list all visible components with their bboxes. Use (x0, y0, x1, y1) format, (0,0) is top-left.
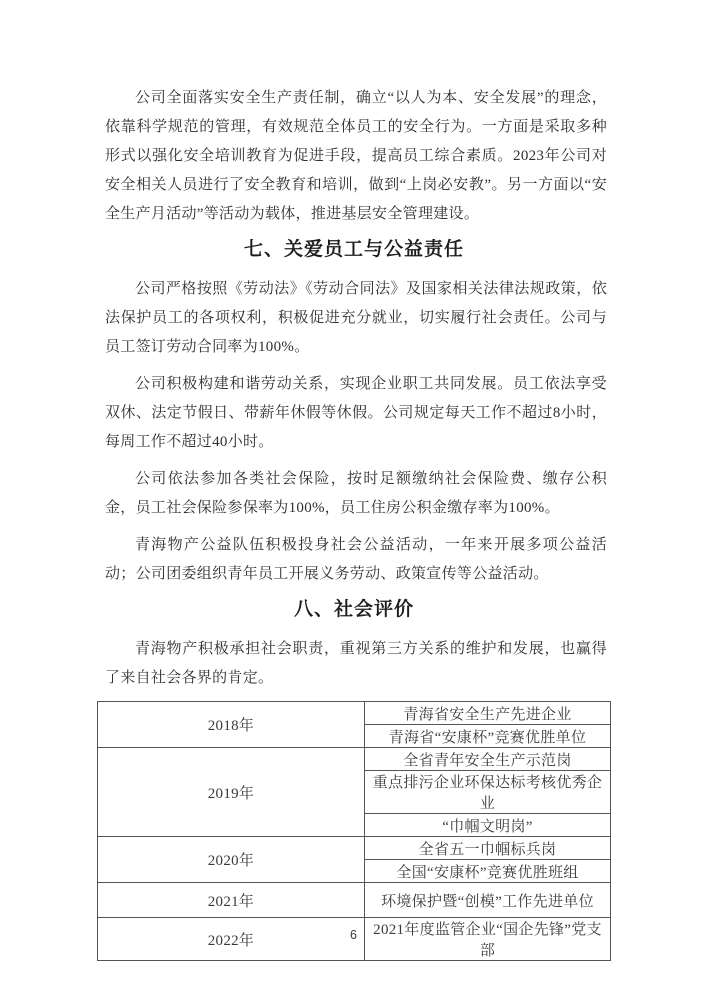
table-row (98, 748, 611, 771)
section8-heading: 八、社会评价 (293, 599, 414, 620)
year-cell-2022: 2022年 (98, 918, 365, 961)
award-cell: 重点排污企业环保达标考核优秀企业 (365, 771, 611, 814)
award-cell: 全省青年安全生产示范岗 (365, 748, 611, 771)
page-number: 6 (350, 928, 357, 942)
award-cell: 全省五一巾帼标兵岗 (365, 837, 611, 860)
year-cell-2018: 2018年 (98, 702, 365, 748)
paragraph-social-recognition: 青海物产积极承担社会职责，重视第三方关系的维护和发展，也赢得了来自社会各界的肯定。 (105, 641, 607, 686)
table-row (98, 883, 611, 918)
page-content (97, 84, 611, 961)
award-cell: 青海省“安康杯”竞赛优胜单位 (365, 725, 611, 748)
award-cell: 2021年度监管企业“国企先锋”党支部 (365, 918, 611, 961)
table-row (98, 702, 611, 725)
award-cell: 全国“安康杯”竞赛优胜班组 (365, 860, 611, 883)
awards-table (97, 701, 611, 961)
award-cell: 青海省安全生产先进企业 (365, 702, 611, 725)
paragraph-public-welfare: 青海物产公益队伍积极投身社会公益活动，一年来开展多项公益活动；公司团委组织青年员工开展义务劳动、政策宣传等公益活动。 (105, 537, 607, 582)
paragraph-social-insurance: 公司依法参加各类社会保险，按时足额缴纳社会保险费、缴存公积金，员工社会保险参保率为100%，员工住房公积金缴存率为100%。 (105, 471, 607, 516)
table-row (98, 837, 611, 860)
year-cell-2021: 2021年 (98, 883, 365, 918)
paragraph-work-hours: 公司积极构建和谐劳动关系，实现企业职工共同发展。员工依法享受双休、法定节假日、带薪年休假等休假。公司规定每天工作不超过8小时，每周工作不超过40小时。 (105, 376, 607, 450)
paragraph-labor-law: 公司严格按照《劳动法》《劳动合同法》及国家相关法律法规政策，依法保护员工的各项权利，积极促进充分就业，切实履行社会责任。公司与员工签订劳动合同率为100%。 (105, 281, 607, 355)
year-cell-2020: 2020年 (98, 837, 365, 883)
award-cell: 环境保护暨“创模”工作先进单位 (365, 883, 611, 918)
section7-heading: 七、关爱员工与公益责任 (243, 239, 464, 260)
year-cell-2019: 2019年 (98, 748, 365, 837)
award-cell: “巾帼文明岗” (365, 814, 611, 837)
paragraph-safety-responsibility: 公司全面落实安全生产责任制，确立“以人为本、安全发展”的理念，依靠科学规范的管理，有效规范全体员工的安全行为。一方面是采取多种形式以强化安全培训教育为促进手段，提高员工综合素质。2023年公司对安全相关人员进行了安全教育和培训，做到“上岗必安教”。另一方面以“安全生产月活动”等活动为载体，推进基层安全管理建设。 (105, 90, 607, 222)
